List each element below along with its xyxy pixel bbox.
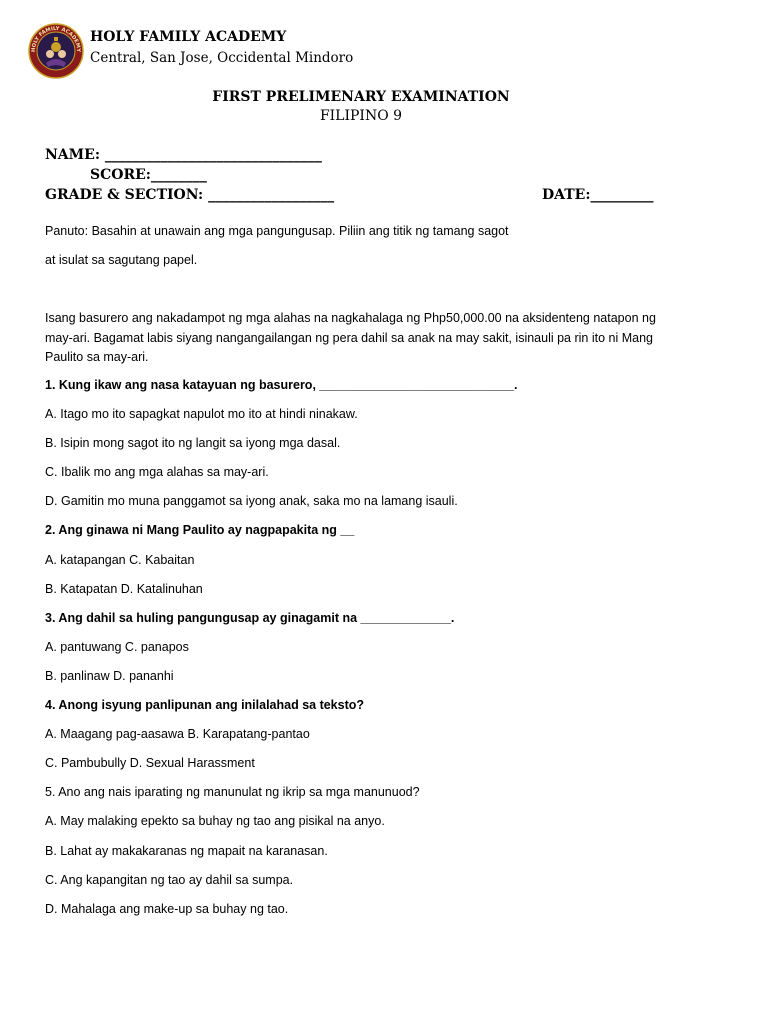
score-field: SCORE:________: [90, 167, 207, 183]
answer-choice: D. Gamitin mo muna panggamot sa iyong anak, saka mo na lamang isauli.: [45, 494, 458, 509]
answer-choice: D. Mahalaga ang make-up sa buhay ng tao.: [45, 901, 289, 916]
answer-choice: C. Ibalik mo ang mga alahas sa may-ari.: [45, 465, 269, 480]
name-field: NAME: _______________________________: [45, 147, 322, 163]
school-name: HOLY FAMILY ACADEMY: [90, 29, 287, 45]
date-field: DATE:_________: [542, 187, 654, 203]
exam-subject: FILIPINO 9: [319, 108, 403, 124]
answer-choice: A. May malaking epekto sa buhay ng tao ang pisikal na anyo.: [45, 814, 385, 829]
instructions-line-1: Panuto: Basahin at unawain ang mga pangungusap. Piliin ang titik ng tamang sagot: [45, 224, 509, 238]
answer-choice: A. Maagang pag-aasawa B. Karapatang-pantao: [45, 727, 310, 742]
answer-choice: A. katapangan C. Kabaitan: [45, 552, 195, 567]
answer-choice: B. panlinaw D. pananhi: [45, 668, 174, 683]
reading-passage: Isang basurero ang nakadampot ng mga alahas na nagkahalaga ng Php50,000.00 na aksidenteng natapon ng may-ari. Bagamat labis siyang nangangailangan ng pera dahil sa anak na may sakit, isinauli pa rin ito ni Mang Paulito sa may-ari.: [45, 311, 656, 364]
instructions-line-2: at isulat sa sagutang papel.: [45, 253, 198, 267]
answer-choice: B. Isipin mong sagot ito ng langit sa iyong mga dasal.: [45, 436, 341, 451]
answer-choice: 5. Ano ang nais iparating ng manunulat ng ikrip sa mga manunuod?: [45, 785, 420, 800]
question-item: 3. Ang dahil sa huling pangungusap ay ginagamit na _____________.: [45, 610, 455, 625]
answer-choice: B. Katapatan D. Katalinuhan: [45, 581, 203, 596]
answer-choice: C. Pambubully D. Sexual Harassment: [45, 756, 255, 771]
question-item: 2. Ang ginawa ni Mang Paulito ay nagpapakita ng __: [45, 523, 355, 538]
question-item: 4. Anong isyung panlipunan ang inilalahad sa teksto?: [45, 698, 365, 713]
svg-text:HOLY FAMILY ACADEMY: HOLY FAMILY ACADEMY: [30, 25, 82, 53]
answer-choice: C. Ang kapangitan ng tao ay dahil sa sumpa.: [45, 872, 294, 887]
exam-title: FIRST PRELIMENARY EXAMINATION: [212, 89, 510, 105]
answer-choice: A. Itago mo ito sapagkat napulot mo ito at hindi ninakaw.: [45, 407, 358, 422]
school-seal-logo: [28, 23, 84, 79]
question-item: 1. Kung ikaw ang nasa katayuan ng basurero, ____________________________.: [45, 378, 518, 392]
school-address: Central, San Jose, Occidental Mindoro: [90, 50, 354, 66]
answer-choice: A. pantuwang C. panapos: [45, 639, 189, 654]
answer-choice: B. Lahat ay makakaranas ng mapait na karanasan.: [45, 843, 328, 858]
question-list: [45, 376, 685, 929]
grade-section-field: GRADE & SECTION: __________________: [45, 187, 335, 203]
